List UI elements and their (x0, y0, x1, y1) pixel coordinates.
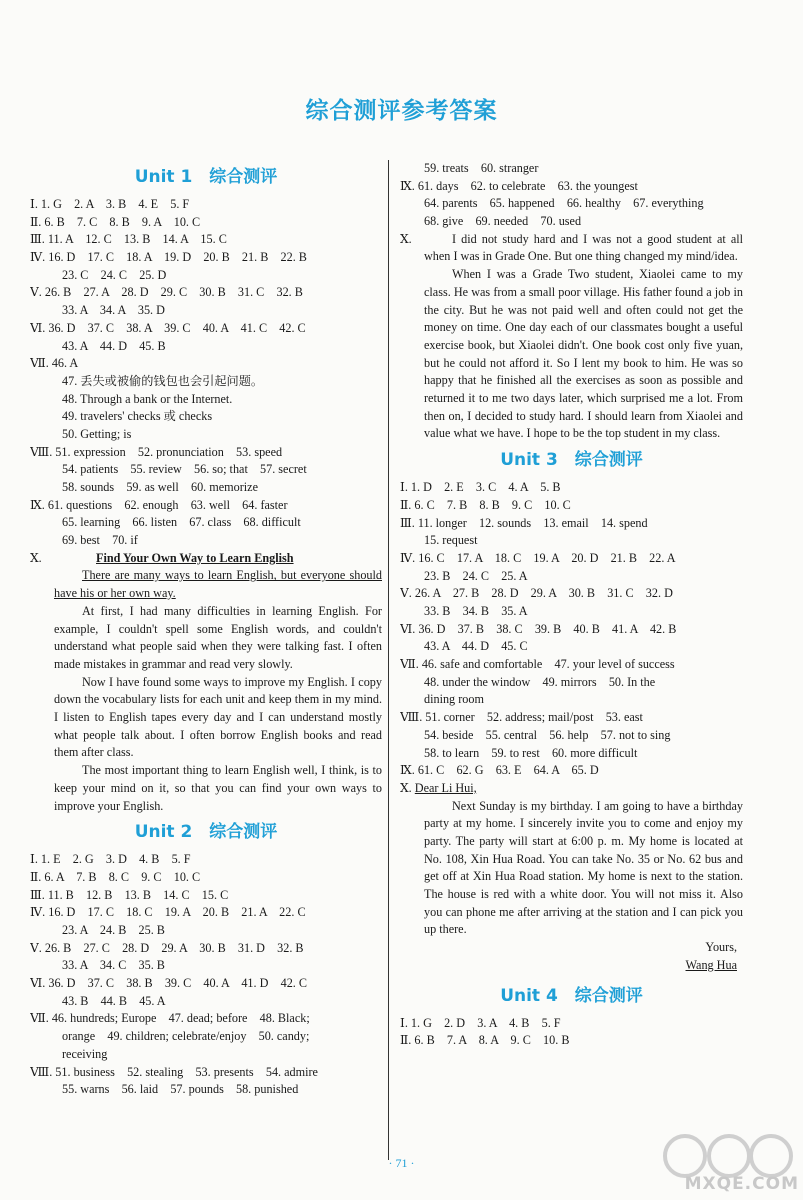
answer-line: Ⅳ. 16. D 17. C 18. A 19. D 20. B 21. B 22. B (30, 250, 307, 265)
answer-line: 49. travelers' checks 或 checks (62, 409, 213, 424)
section-label: Ⅹ. (400, 780, 412, 795)
essay-paragraph: Now I have found some ways to improve my English. I copy down the vocabulary lists for each unit and keep them in my mind. I listen to English tapes every day and I can understand mostly what people talk about. I often borrow English books and read them after class. (54, 674, 382, 760)
answer-line: Ⅶ. 46. A (30, 356, 79, 371)
answer-line: Ⅴ. 26. A 27. B 28. D 29. A 30. B 31. C 32. D (400, 586, 673, 601)
answer-line: Ⅱ. 6. A 7. B 8. C 9. C 10. C (30, 869, 201, 884)
answer-line: Ⅷ. 51. business 52. stealing 53. presents 54. admire (30, 1064, 318, 1079)
answer-line: 15. request (424, 533, 478, 548)
answer-line: Ⅵ. 36. D 37. B 38. C 39. B 40. B 41. A 42. B (400, 621, 677, 636)
essay-paragraph: At first, I had many difficulties in learning English. For example, I couldn't spell some English words, and couldn't understand what people said when they were talking fast. I often made mistakes in grammar and read very slowly. (54, 603, 382, 671)
answer-line: Ⅳ. 16. C 17. A 18. C 19. A 20. D 21. B 22. A (400, 550, 676, 565)
answer-line: Ⅸ. 61. days 62. to celebrate 63. the youngest (400, 178, 638, 193)
answer-line: 55. warns 56. laid 57. pounds 58. punished (62, 1082, 299, 1097)
answer-line: 33. B 34. B 35. A (424, 604, 528, 618)
answer-line: Ⅱ. 6. B 7. A 8. A 9. C 10. B (400, 1033, 570, 1048)
column-divider (388, 160, 389, 1160)
essay-heading-line (30, 550, 382, 568)
essay-paragraph: The most important thing to learn English well, I think, is to keep your mind on it, so that you can find your own ways to improve your English. (54, 763, 382, 813)
answer-line: 54. patients 55. review 56. so; that 57. secret (62, 462, 307, 477)
answer-line: 47. 丢失或被偷的钱包也会引起问题。 (62, 373, 264, 388)
answer-line: Ⅴ. 26. B 27. A 28. D 29. C 30. B 31. C 32. B (30, 285, 303, 300)
answer-line: Ⅰ. 1. G 2. A 3. B 4. E 5. F (30, 197, 190, 211)
answer-line: 23. C 24. C 25. D (62, 267, 167, 282)
section-label: Ⅹ. (30, 550, 42, 565)
answer-line: Ⅶ. 46. hundreds; Europe 47. dead; before 48. Black; (30, 1011, 310, 1026)
right-column (400, 160, 743, 1050)
letter-signature (400, 957, 743, 975)
answer-line: 33. A 34. C 35. B (62, 958, 165, 973)
unit3-heading: Unit 3 综合测评 (500, 450, 643, 471)
signature-text: Wang Hua (685, 957, 737, 972)
answer-line: Ⅳ. 16. D 17. C 18. C 19. A 20. B 21. A 22. C (30, 905, 306, 920)
answer-line: Ⅲ. 11. B 12. B 13. B 14. C 15. C (30, 887, 229, 902)
essay-block (400, 231, 743, 443)
answer-line: 58. sounds 59. as well 60. memorize (62, 480, 258, 494)
answer-line: 48. under the window 49. mirrors 50. In the (424, 674, 656, 689)
unit4-heading: Unit 4 综合测评 (500, 985, 643, 1006)
answer-line: Ⅸ. 61. C 62. G 63. E 64. A 65. D (400, 763, 599, 778)
answer-line: Ⅰ. 1. G 2. D 3. A 4. B 5. F (400, 1015, 561, 1030)
answer-line: Ⅱ. 6. C 7. B 8. B 9. C 10. C (400, 497, 571, 512)
answer-line: 68. give 69. needed 70. used (424, 214, 582, 229)
letter-salutation: Dear Li Hui, (414, 780, 477, 795)
letter-closing: Yours, (705, 940, 737, 955)
answer-line: 43. A 44. D 45. C (424, 639, 528, 654)
essay-paragraph: When I was a Grade Two student, Xiaolei came to my class. He was from a small poor village. His father found a job in the city. But he was not paid well and often could not get the money on time. One day each of our classmates bought a useful exercise book, but Xiaolei didn't. One book cost only five yuan, but he could not afford it. So I lent my book to him. He was so happy that he finished all the exercises as soon as possible and returned it to me two days later, which surprised me a lot. From then on, I decided to study hard. I should learn from Xiaolei and value what we have. I hope to be the top student in my class. (424, 267, 743, 441)
letter-heading-line (400, 780, 743, 798)
essay-paragraph: I did not study hard and I was not a good student at all when I was in Grade One. But one thing changed my mind/idea. (424, 231, 743, 264)
answer-line: Ⅷ. 51. corner 52. address; mail/post 53. east (400, 710, 643, 725)
answer-line: Ⅲ. 11. longer 12. sounds 13. email 14. spend (400, 515, 648, 530)
answer-line: 69. best 70. if (62, 533, 138, 548)
answer-line: orange 49. children; celebrate/enjoy 50. candy; (62, 1029, 310, 1044)
answer-line: Ⅰ. 1. E 2. G 3. D 4. B 5. F (30, 852, 191, 867)
answer-line: 65. learning 66. listen 67. class 68. difficult (62, 515, 301, 530)
answer-line: receiving (62, 1046, 108, 1061)
page-title: 综合测评参考答案 (305, 98, 498, 124)
section-label: Ⅹ. (400, 231, 412, 246)
answer-line: 23. A 24. B 25. B (62, 923, 165, 938)
answer-line: Ⅰ. 1. D 2. E 3. C 4. A 5. B (400, 480, 561, 495)
answer-line: 64. parents 65. happened 66. healthy 67. everything (424, 196, 704, 211)
answer-line: Ⅵ. 36. D 37. C 38. A 39. C 40. A 41. C 42. C (30, 320, 306, 335)
answer-line: Ⅲ. 11. A 12. C 13. B 14. A 15. C (30, 232, 227, 247)
answer-line: Ⅱ. 6. B 7. C 8. B 9. A 10. C (30, 214, 201, 229)
answer-line: Ⅷ. 51. expression 52. pronunciation 53. speed (30, 444, 283, 459)
answer-line: 58. to learn 59. to rest 60. more difficult (424, 745, 638, 760)
essay-paragraph: There are many ways to learn English, but everyone should have his or her own way. (54, 568, 382, 601)
answer-line: Ⅶ. 46. safe and comfortable 47. your level of success (400, 657, 675, 672)
watermark-text: MXQE.COM (684, 1174, 799, 1194)
answer-line: 50. Getting; is (62, 426, 132, 441)
unit2-heading: Unit 2 综合测评 (134, 822, 278, 843)
answer-line: 23. B 24. C 25. A (424, 568, 528, 583)
page-number: · 71 · (388, 1156, 415, 1170)
answer-line: dining room (424, 692, 484, 707)
essay-title: Find Your Own Way to Learn English (96, 550, 294, 565)
answer-line: 48. Through a bank or the Internet. (62, 391, 233, 406)
answer-line: 43. A 44. D 45. B (62, 338, 166, 353)
answer-line: Ⅸ. 61. questions 62. enough 63. well 64. faster (30, 497, 288, 512)
unit1-heading: Unit 1 综合测评 (134, 167, 278, 187)
letter-body: Next Sunday is my birthday. I am going to have a birthday party at my home. I sincerely invite you to come and enjoy my party. The party will start at 6:00 p. m. My home is located at No. 108, Xin Hua Road. You can take No. 35 or No. 62 bus and get off at Xin Hua Road station. My home is next to the station. The house is red with a white door. You will not miss it. Also you can phone me after arriving at the station and I can pick you up there. (424, 798, 743, 937)
answer-line: 54. beside 55. central 56. help 57. not to sing (424, 727, 671, 742)
answer-line: 59. treats 60. stranger (424, 161, 539, 175)
answer-line: Ⅴ. 26. B 27. C 28. D 29. A 30. B 31. D 32. B (30, 940, 304, 955)
answer-line: Ⅵ. 36. D 37. C 38. B 39. C 40. A 41. D 42. C (30, 976, 308, 991)
left-column (30, 160, 382, 1099)
answer-line: 33. A 34. A 35. D (62, 303, 165, 318)
answer-line: 43. B 44. B 45. A (62, 993, 166, 1008)
